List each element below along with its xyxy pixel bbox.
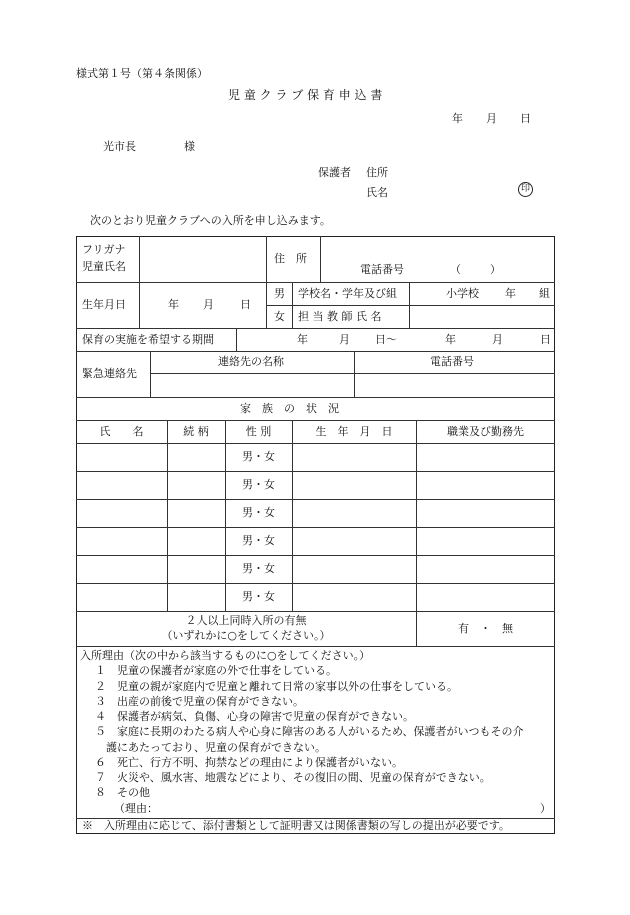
furigana-label: フリガナ — [82, 243, 126, 256]
birth-month-label: 月 — [203, 298, 214, 311]
school-grade-label: 学校名・学年及び組 — [298, 287, 397, 300]
period-end-month: 月 — [492, 333, 503, 346]
col-occupation-header: 職業及び勤務先 — [447, 425, 524, 438]
seal-mark: 印 — [518, 182, 533, 197]
col-birthdate-header: 生 年 月 日 — [315, 425, 393, 438]
guardian-address-label: 住所 — [366, 166, 388, 179]
period-label: 保育の実施を希望する期間 — [82, 333, 214, 346]
birth-day-label: 日 — [240, 298, 251, 311]
elementary-school-label: 小学校 — [446, 287, 479, 300]
address-label: 住 所 — [274, 252, 307, 265]
other-reason-open: （理由： — [114, 802, 158, 815]
gender-male-option[interactable]: 男 — [274, 287, 285, 300]
date-year-label: 年 — [452, 112, 463, 125]
form-title: 児 童 ク ラ ブ 保 育 申 込 書 — [228, 88, 383, 102]
contact-phone-header: 電話番号 — [430, 355, 474, 368]
intro-text: 次のとおり児童クラブへの入所を申し込みます。 — [90, 214, 331, 227]
family-row-gender[interactable]: 男・女 — [242, 590, 275, 603]
col-gender-header: 性 別 — [245, 425, 272, 438]
multi-enroll-question: ２人以上同時入所の有無 — [185, 614, 307, 627]
family-row-gender[interactable]: 男・女 — [242, 478, 275, 491]
reason-item[interactable]: ３ 出産の前後で児童の保育ができない。 — [95, 695, 304, 708]
date-day-label: 日 — [520, 112, 531, 125]
grade-label: 年 — [505, 287, 516, 300]
addressee-honorific: 様 — [184, 140, 195, 153]
period-end-day: 日 — [540, 333, 551, 346]
birth-year-label: 年 — [168, 298, 179, 311]
phone-label: 電話番号 — [360, 263, 404, 276]
attachment-note: ※ 入所理由に応じて、添付書類として証明書又は関係書類の写しの提出が必要です。 — [82, 819, 510, 832]
col-relation-header: 続 柄 — [183, 425, 209, 438]
reason-item-continuation: 護にあたっており、児童の保育ができない。 — [106, 741, 326, 754]
emergency-contact-label: 緊急連絡先 — [82, 367, 137, 380]
family-row-gender[interactable]: 男・女 — [242, 450, 275, 463]
guardian-name-label: 氏名 — [366, 186, 388, 199]
gender-female-option[interactable]: 女 — [274, 310, 285, 323]
birthdate-label: 生年月日 — [82, 298, 126, 311]
multi-enroll-answer[interactable]: 有 ・ 無 — [458, 622, 513, 635]
child-name-label: 児童氏名 — [82, 260, 126, 273]
reason-item[interactable]: ８ その他 — [95, 786, 150, 799]
multi-enroll-instruction: （いずれかに○をしてください。） — [161, 629, 331, 642]
reason-item[interactable]: ４ 保護者が病気、負傷、心身の障害で児童の保育ができない。 — [95, 710, 414, 723]
phone-paren-close: ） — [490, 263, 501, 276]
period-start-month: 月 — [339, 333, 350, 346]
reason-item[interactable]: ５ 家庭に長期のわたる病人や心身に障害のある人がいるため、保護者がいつもその介 — [95, 725, 524, 738]
family-row-gender[interactable]: 男・女 — [242, 562, 275, 575]
period-end-year: 年 — [445, 333, 456, 346]
date-month-label: 月 — [486, 112, 497, 125]
reason-item[interactable]: １ 児童の保護者が家庭の外で仕事をしている。 — [95, 664, 337, 677]
other-reason-close: ） — [540, 802, 551, 815]
period-start-day: 日～ — [375, 333, 397, 346]
contact-name-header: 連絡先の名称 — [218, 355, 284, 368]
col-name-header: 氏 名 — [99, 425, 144, 438]
class-label: 組 — [539, 287, 550, 300]
period-start-year: 年 — [297, 333, 308, 346]
reasons-heading: 入所理由（次の中から該当するものに○をしてください。） — [80, 649, 371, 662]
teacher-label: 担 当 教 師 氏 名 — [298, 310, 382, 323]
family-section-title: 家 族 の 状 況 — [240, 402, 339, 415]
guardian-label: 保護者 — [318, 166, 351, 179]
form-number: 様式第１号（第４条関係） — [76, 67, 208, 80]
reason-item[interactable]: ７ 火災や、風水害、地震などにより、その復旧の間、児童の保育ができない。 — [95, 771, 491, 784]
reason-item[interactable]: ２ 児童の親が家庭内で児童と離れて日常の家事以外の仕事をしている。 — [95, 680, 458, 693]
addressee: 光市長 — [103, 140, 136, 153]
family-row-gender[interactable]: 男・女 — [242, 506, 275, 519]
reason-item[interactable]: ６ 死亡、行方不明、拘禁などの理由により保護者がいない。 — [95, 756, 403, 769]
phone-paren-open: （ — [450, 263, 461, 276]
family-row-gender[interactable]: 男・女 — [242, 534, 275, 547]
